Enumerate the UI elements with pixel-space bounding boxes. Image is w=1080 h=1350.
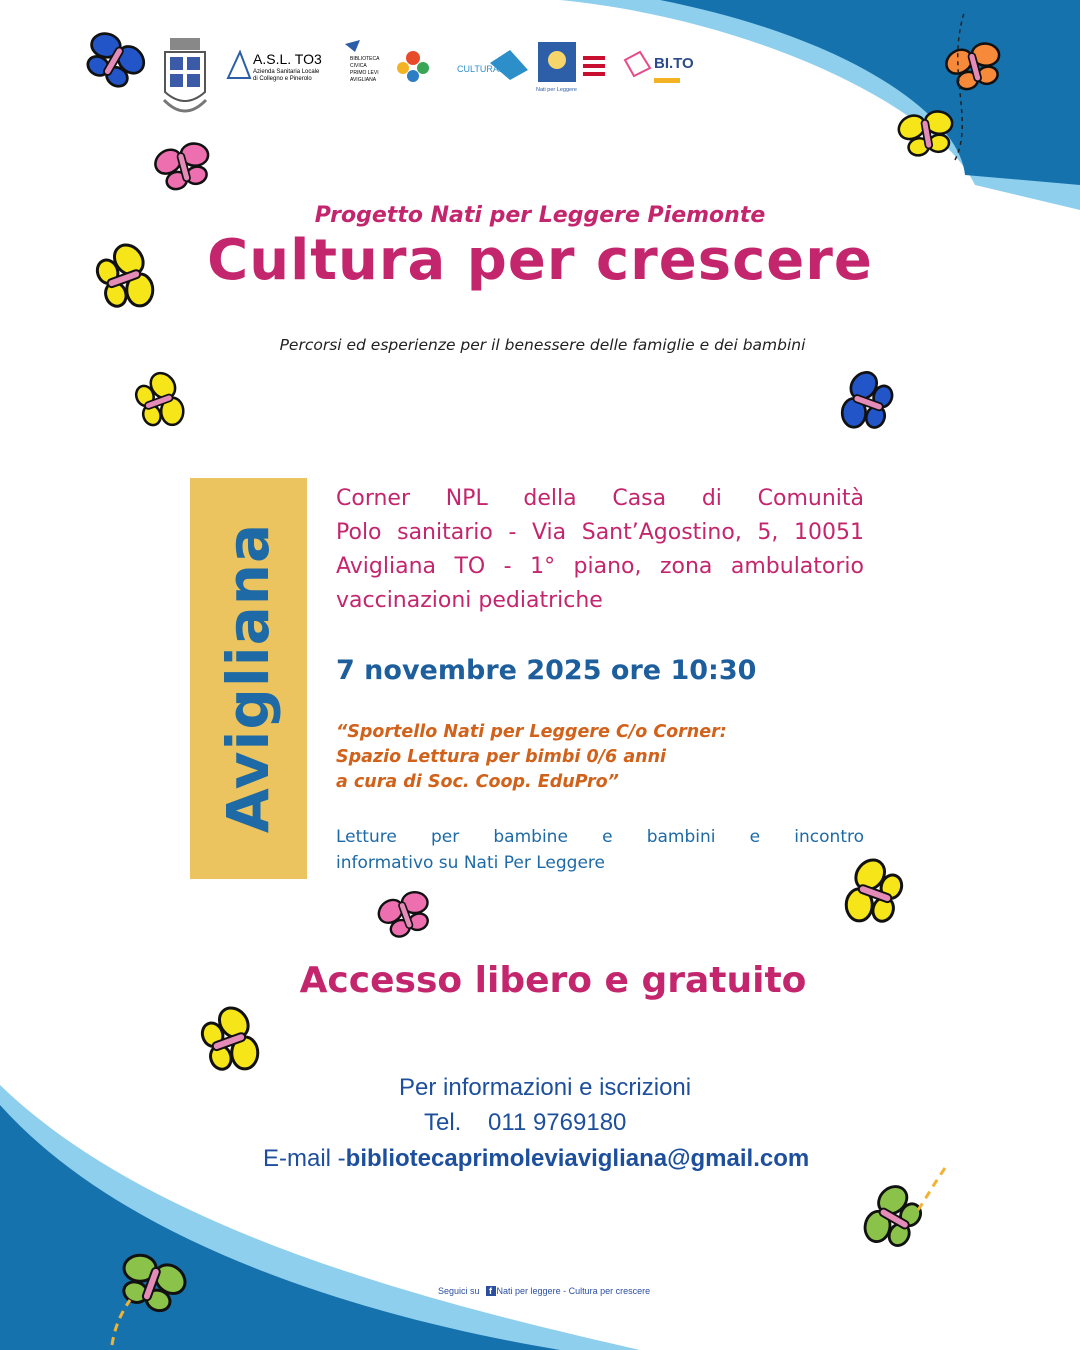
info-heading: Per informazioni e iscrizioni [399, 1074, 692, 1101]
email-link[interactable]: bibliotecaprimoleviavigliana@gmail.com [345, 1145, 810, 1172]
quote-line: Spazio Lettura per bimbi 0/6 anni [336, 747, 667, 767]
city-label: Avigliana [214, 522, 282, 834]
project-subtitle: Progetto Nati per Leggere Piemonte [314, 203, 766, 228]
svg-text:Azienda Sanitaria Locale: Azienda Sanitaria Locale [253, 69, 320, 75]
address-line: vaccinazioni pediatriche [336, 588, 603, 613]
svg-text:CIVICA: CIVICA [350, 63, 367, 69]
quote-line: a cura di Soc. Coop. EduPro” [336, 772, 619, 792]
quote-line: “Sportello Nati per Leggere C/o Corner: [336, 722, 727, 742]
phone-number[interactable]: 011 9769180 [488, 1109, 627, 1136]
butterfly-icon [110, 1245, 194, 1318]
social-footer [438, 1286, 650, 1296]
svg-text:PRIMO LEVI: PRIMO LEVI [350, 70, 379, 76]
butterfly-icon [371, 884, 438, 942]
social-prefix: Seguici su [438, 1286, 480, 1296]
butterfly-icon [195, 999, 268, 1083]
svg-text:AVIGLIANA: AVIGLIANA [350, 77, 377, 83]
butterfly-icon [893, 105, 960, 159]
email-label: E-mail - [263, 1145, 346, 1172]
svg-text:BIBLIOTECA: BIBLIOTECA [350, 56, 380, 62]
facebook-icon[interactable]: f [486, 1286, 496, 1296]
tagline: Percorsi ed esperienze per il benessere delle famiglie e dei bambini [279, 336, 806, 354]
svg-text:A.S.L. TO3: A.S.L. TO3 [253, 51, 322, 67]
butterfly-icon [939, 36, 1009, 94]
butterfly-icon [75, 23, 154, 95]
svg-text:CULTURALPE: CULTURALPE [457, 64, 516, 74]
address-line: Polo sanitario - Via Sant’Agostino, 5, 10051 [336, 520, 864, 545]
phone-label: Tel. [424, 1109, 462, 1136]
description-line: Letture per bambine e bambini e incontro [336, 827, 864, 847]
event-description [336, 824, 864, 876]
event-quote [336, 720, 727, 795]
butterfly-icon [833, 364, 899, 440]
phone-line [424, 1109, 626, 1137]
svg-text:di Collegno e Pinerolo: di Collegno e Pinerolo [253, 76, 312, 82]
email-line [263, 1145, 809, 1173]
svg-text:BI.TO: BI.TO [654, 55, 694, 72]
access-note: Accesso libero e gratuito [299, 960, 807, 1001]
description-line: informativo su Nati Per Leggere [336, 853, 606, 873]
facebook-page-link[interactable]: Nati per leggere - Cultura per crescere [496, 1286, 651, 1296]
address-line: Avigliana TO - 1° piano, zona ambulatorio [336, 554, 864, 579]
butterfly-icon [854, 1176, 930, 1259]
event-date: 7 novembre 2025 ore 10:30 [336, 655, 757, 686]
page-title: Cultura per crescere [207, 228, 873, 293]
butterfly-icon [148, 136, 218, 194]
butterfly-icon [130, 365, 192, 437]
svg-text:Nati per Leggere: Nati per Leggere [536, 87, 577, 93]
event-address [336, 482, 864, 618]
address-line: Corner NPL della Casa di Comunità [336, 486, 864, 511]
